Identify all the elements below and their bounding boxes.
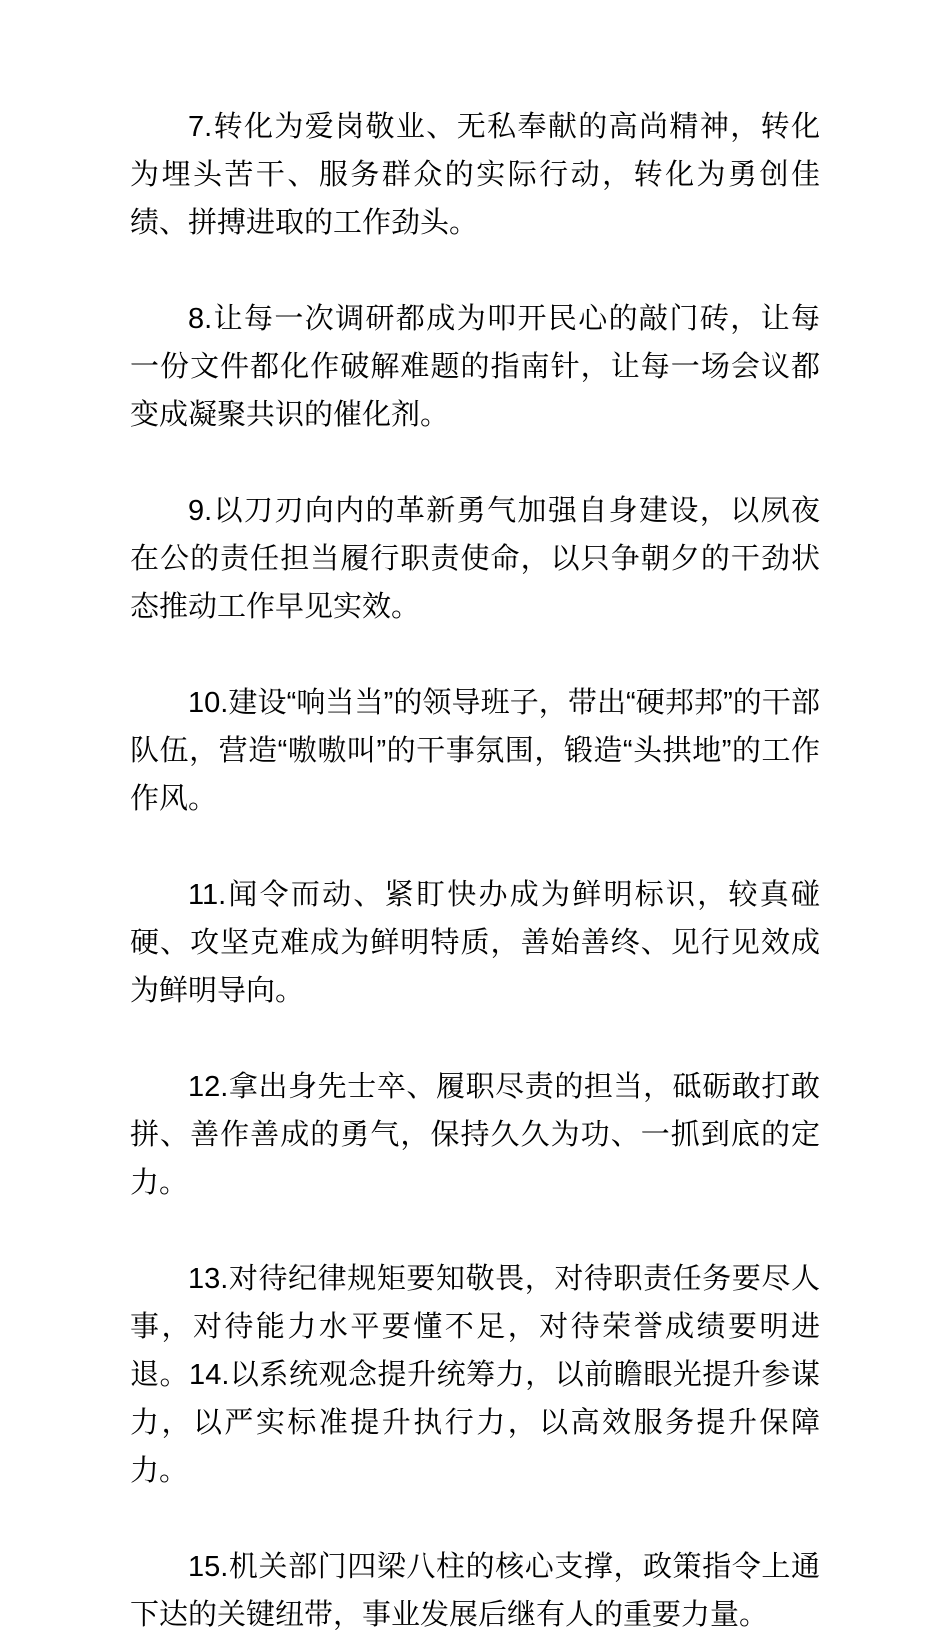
document-text-body (130, 103, 820, 1639)
paragraph-item-15: 15.机关部门四梁八柱的核心支撑，政策指令上通下达的关键纽带，事业发展后继有人的重要力量。 (130, 1551, 820, 1631)
paragraph-item-12: 12.拿出身先士卒、履职尽责的担当，砥砺敢打敢拼、善作善成的勇气，保持久久为功、一抓到底的定力。 (130, 1071, 820, 1199)
paragraph-item-9: 9.以刀刃向内的革新勇气加强自身建设，以夙夜在公的责任担当履行职责使命，以只争朝夕的干劲状态推动工作早见实效。 (130, 495, 820, 623)
paragraph-item-7: 7.转化为爱岗敬业、无私奉献的高尚精神，转化为埋头苦干、服务群众的实际行动，转化为勇创佳绩、拼搏进取的工作劲头。 (130, 111, 820, 239)
paragraph-item-8: 8.让每一次调研都成为叩开民心的敲门砖，让每一份文件都化作破解难题的指南针，让每一场会议都变成凝聚共识的催化剂。 (130, 303, 820, 431)
paragraph-item-10: 10.建设“响当当”的领导班子，带出“硬邦邦”的干部队伍，营造“嗷嗷叫”的干事氛围，锻造“头拱地”的工作作风。 (130, 687, 820, 815)
paragraph-item-13-14: 13.对待纪律规矩要知敬畏，对待职责任务要尽人事，对待能力水平要懂不足，对待荣誉成绩要明进退。14.以系统观念提升统筹力，以前瞻眼光提升参谋力，以严实标准提升执行力，以高效服务提升保障力。 (130, 1263, 820, 1487)
paragraph-item-11: 11.闻令而动、紧盯快办成为鲜明标识，较真碰硬、攻坚克难成为鲜明特质，善始善终、见行见效成为鲜明导向。 (130, 879, 820, 1007)
